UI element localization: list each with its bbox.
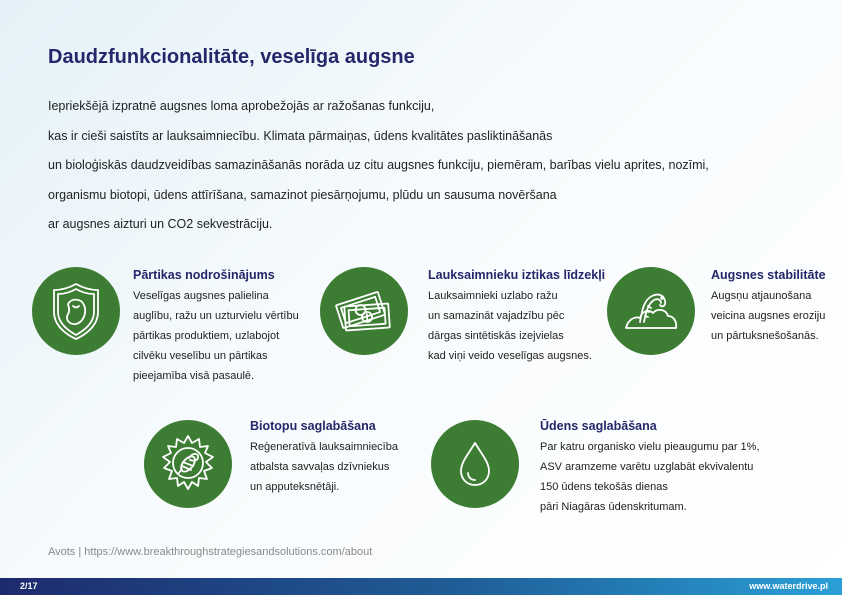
function-title: Biotopu saglabāšana — [250, 419, 376, 433]
function-line: pāri Niagāras ūdenskritumam. — [540, 501, 687, 513]
function-line: auglību, ražu un uzturvielu vērtību — [133, 310, 299, 322]
function-line: Reģeneratīvā lauksaimniecība — [250, 441, 398, 453]
shield-bean-icon — [32, 267, 120, 355]
intro-line: un bioloģiskās daudzveidības samazināšanās norāda uz citu augsnes funkciju, piemēram, barības vielu aprites, nozīmi, — [48, 158, 709, 172]
function-line: Par katru organisko vielu pieaugumu par 1%, — [540, 441, 760, 453]
function-line: atbalsta savvaļas dzīvniekus — [250, 461, 390, 473]
function-line: Veselīgas augsnes palielina — [133, 290, 269, 302]
source-citation: Avots | https://www.breakthroughstrategiesandsolutions.com/about — [48, 546, 373, 558]
intro-line: Iepriekšējā izpratnē augsnes loma aprobežojās ar ražošanas funkciju, — [48, 99, 435, 113]
function-line: pārtikas produktiem, uzlabojot — [133, 330, 280, 342]
function-water-conservation — [540, 419, 760, 517]
function-title: Ūdens saglabāšana — [540, 419, 657, 433]
page-title: Daudzfunkcionalitāte, veselīga augsne — [48, 46, 415, 68]
function-food-security — [133, 268, 299, 386]
function-line: 150 ūdens tekošās dienas — [540, 481, 668, 493]
function-farmer-livelihoods — [428, 268, 605, 366]
function-title: Augsnes stabilitāte — [711, 268, 826, 282]
money-icon — [320, 267, 408, 355]
function-habitat-preservation — [250, 419, 398, 497]
function-line: un pārtuksnešošanās. — [711, 330, 819, 342]
function-soil-stability — [711, 268, 826, 346]
intro-paragraph — [48, 92, 808, 240]
intro-line: kas ir cieši saistīts ar lauksaimniecību. Klimata pārmaiņas, ūdens kvalitātes pasliktināšanās — [48, 128, 553, 143]
function-line: veicina augsnes eroziju — [711, 310, 826, 322]
worm-icon — [607, 267, 695, 355]
water-drop-icon — [431, 420, 519, 508]
website-label: www.waterdrive.pl — [749, 581, 828, 591]
function-title: Lauksaimnieku iztikas līdzekļi — [428, 268, 606, 282]
function-line: dārgas sintētiskās izejvielas — [428, 330, 564, 342]
function-line: ASV aramzeme varētu uzglabāt ekvivalentu — [540, 461, 754, 473]
function-line: un apputeksnētāji. — [250, 481, 340, 493]
function-title: Pārtikas nodrošinājums — [133, 268, 275, 282]
bee-flower-icon — [144, 420, 232, 508]
function-line: Augsņu atjaunošana — [711, 290, 812, 302]
page-number: 2/17 — [20, 581, 38, 591]
function-line: cilvēku veselību un pārtikas — [133, 350, 268, 362]
intro-line: organismu biotopi, ūdens attīrīšana, samazinot piesārņojumu, plūdu un sausuma novēršana — [48, 187, 557, 202]
intro-line: ar augsnes aizturi un CO2 sekvestrāciju. — [48, 217, 273, 231]
function-line: Lauksaimnieki uzlabo ražu — [428, 290, 558, 302]
function-line: kad viņi veido veselīgas augsnes. — [428, 350, 592, 362]
function-line: pieejamība visā pasaulē. — [133, 370, 255, 382]
footer-bar — [0, 578, 842, 595]
function-line: un samazināt vajadzību pēc — [428, 310, 565, 322]
